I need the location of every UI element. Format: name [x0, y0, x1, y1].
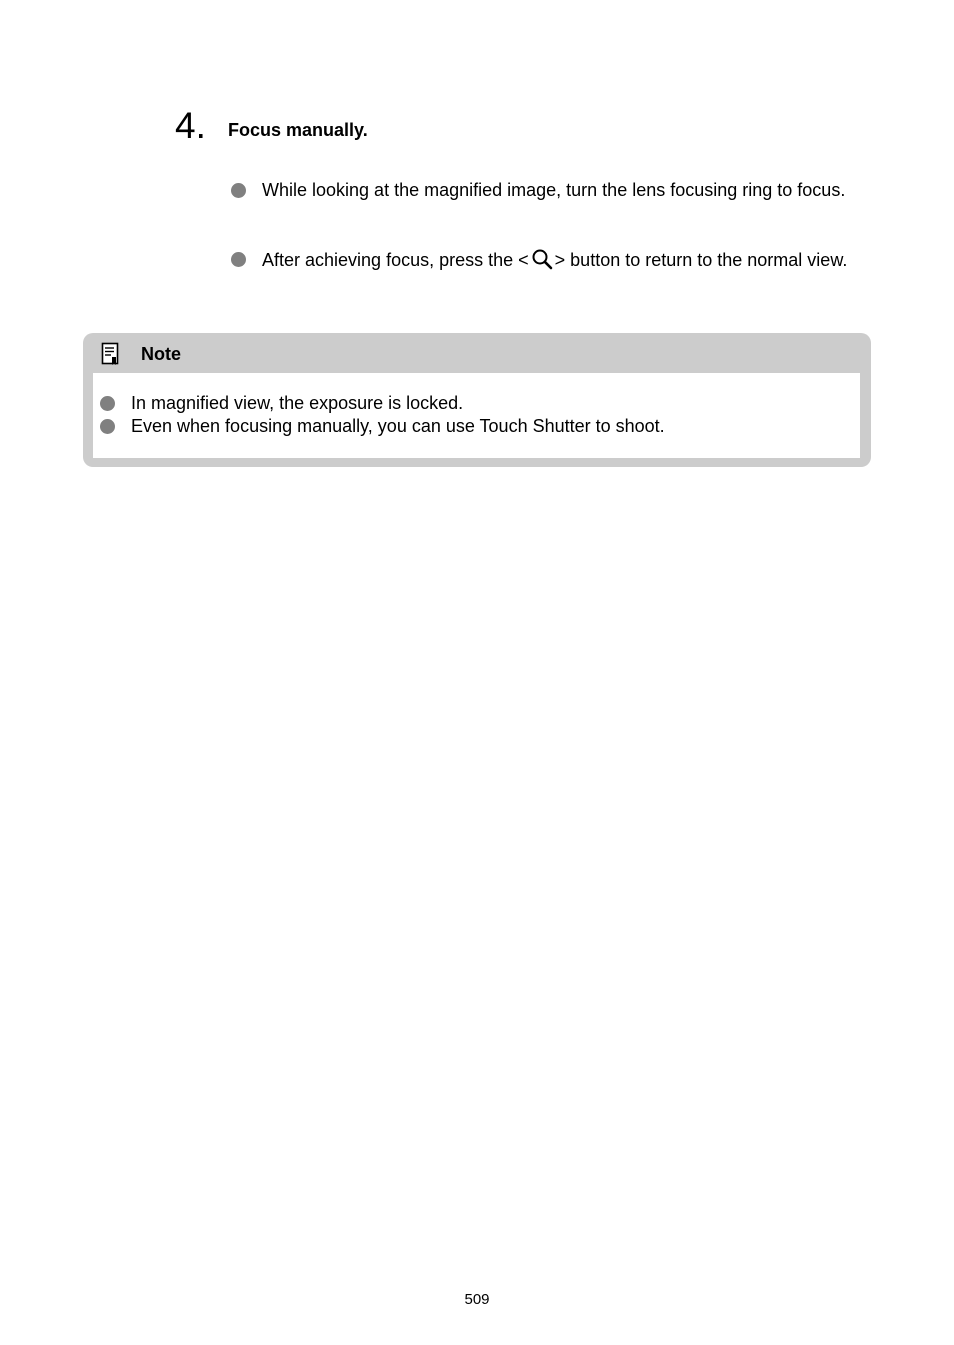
note-title: Note	[141, 344, 181, 364]
bullet-icon	[100, 419, 115, 434]
instruction-text-after: > button to return to the normal view.	[554, 250, 848, 270]
note-box	[83, 333, 871, 467]
bullet-icon	[231, 252, 246, 267]
instruction-text-before: After achieving focus, press the <	[262, 250, 529, 270]
note-icon	[101, 342, 121, 371]
step-instruction-2	[262, 248, 862, 276]
step-instruction-1: While looking at the magnified image, turn the lens focusing ring to focus.	[262, 180, 846, 200]
page-number: 509	[464, 1291, 490, 1308]
bullet-icon	[231, 183, 246, 198]
note-item-2: Even when focusing manually, you can use Touch Shutter to shoot.	[131, 416, 665, 436]
step-title: Focus manually.	[228, 120, 368, 140]
note-body	[93, 373, 860, 458]
note-item-1: In magnified view, the exposure is locked.	[131, 393, 464, 413]
magnify-icon	[531, 248, 553, 276]
bullet-icon	[100, 396, 115, 411]
step-number: 4.	[175, 105, 206, 146]
